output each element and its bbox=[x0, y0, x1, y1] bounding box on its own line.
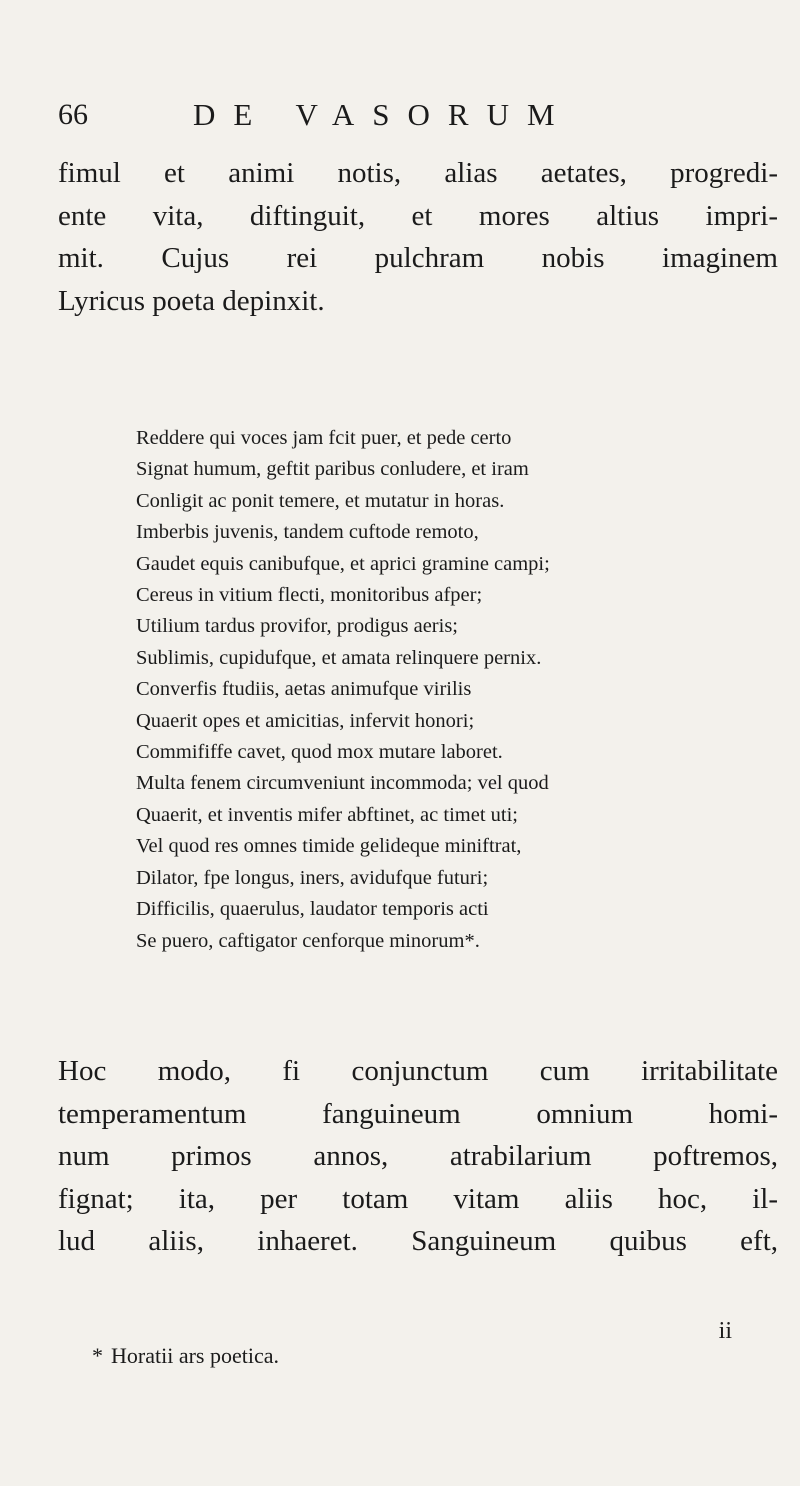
main-paragraph bbox=[58, 1050, 778, 1263]
text-line: Lyricus poeta depinxit. bbox=[58, 284, 325, 317]
verse-line: Utilium tardus provifor, prodigus aeris; bbox=[136, 615, 459, 638]
text-line: num primos annos, atrabilarium poftremos, bbox=[58, 1140, 778, 1172]
verse-quotation bbox=[136, 423, 776, 957]
verse-line: Multa fenem circumveniunt incommoda; vel quod bbox=[136, 772, 549, 795]
verse-line: Conligit ac ponit temere, et mutatur in horas. bbox=[136, 489, 505, 512]
verse-line: Sublimis, cupidufque, et amata relinquere pernix. bbox=[136, 646, 542, 669]
text-line: fignat; ita, per totam vitam aliis hoc, il- bbox=[58, 1182, 778, 1215]
page-number: 66 bbox=[58, 98, 88, 131]
footnote-mark: * bbox=[92, 1343, 103, 1368]
verse-line: Difficilis, quaerulus, laudator temporis acti bbox=[136, 898, 489, 921]
text-line: temperamentum fanguineum omnium homi- bbox=[58, 1097, 778, 1130]
text-line: mit. Cujus rei pulchram nobis imaginem bbox=[58, 242, 778, 274]
text-line: fimul et animi notis, alias aetates, progredi- bbox=[58, 157, 778, 189]
catchword: ii bbox=[718, 1318, 732, 1344]
verse-line: Quaerit opes et amicitias, infervit honori; bbox=[136, 709, 475, 732]
intro-paragraph bbox=[58, 152, 778, 322]
verse-line: Quaerit, et inventis mifer abftinet, ac timet uti; bbox=[136, 803, 518, 826]
verse-line: Dilator, fpe longus, iners, avidufque futuri; bbox=[136, 866, 489, 889]
running-title: DE VASORUM bbox=[193, 97, 573, 132]
verse-line: Converfis ftudiis, aetas animufque virilis bbox=[136, 678, 472, 701]
text-line: Hoc modo, fi conjunctum cum irritabilitate bbox=[58, 1055, 778, 1087]
footnote bbox=[92, 1340, 279, 1372]
verse-line: Vel quod res omnes timide gelideque miniftrat, bbox=[136, 835, 522, 858]
verse-line: Commififfe cavet, quod mox mutare laboret. bbox=[136, 741, 503, 764]
verse-line: Signat humum, geftit paribus conludere, et iram bbox=[136, 458, 529, 481]
verse-line: Cereus in vitium flecti, monitoribus afper; bbox=[136, 584, 483, 607]
verse-line: Reddere qui voces jam fcit puer, et pede certo bbox=[136, 427, 512, 449]
text-line: ente vita, diftinguit, et mores altius impri- bbox=[58, 199, 778, 232]
page-header bbox=[58, 92, 778, 138]
verse-line: Imberbis juvenis, tandem cuftode remoto, bbox=[136, 521, 479, 544]
verse-line: Se puero, caftigator cenforque minorum*. bbox=[136, 929, 480, 952]
footnote-text: Horatii ars poetica. bbox=[111, 1343, 279, 1368]
verse-line: Gaudet equis canibufque, et aprici gramine campi; bbox=[136, 552, 550, 575]
text-line: lud aliis, inhaeret. Sanguineum quibus eft, bbox=[58, 1225, 778, 1257]
